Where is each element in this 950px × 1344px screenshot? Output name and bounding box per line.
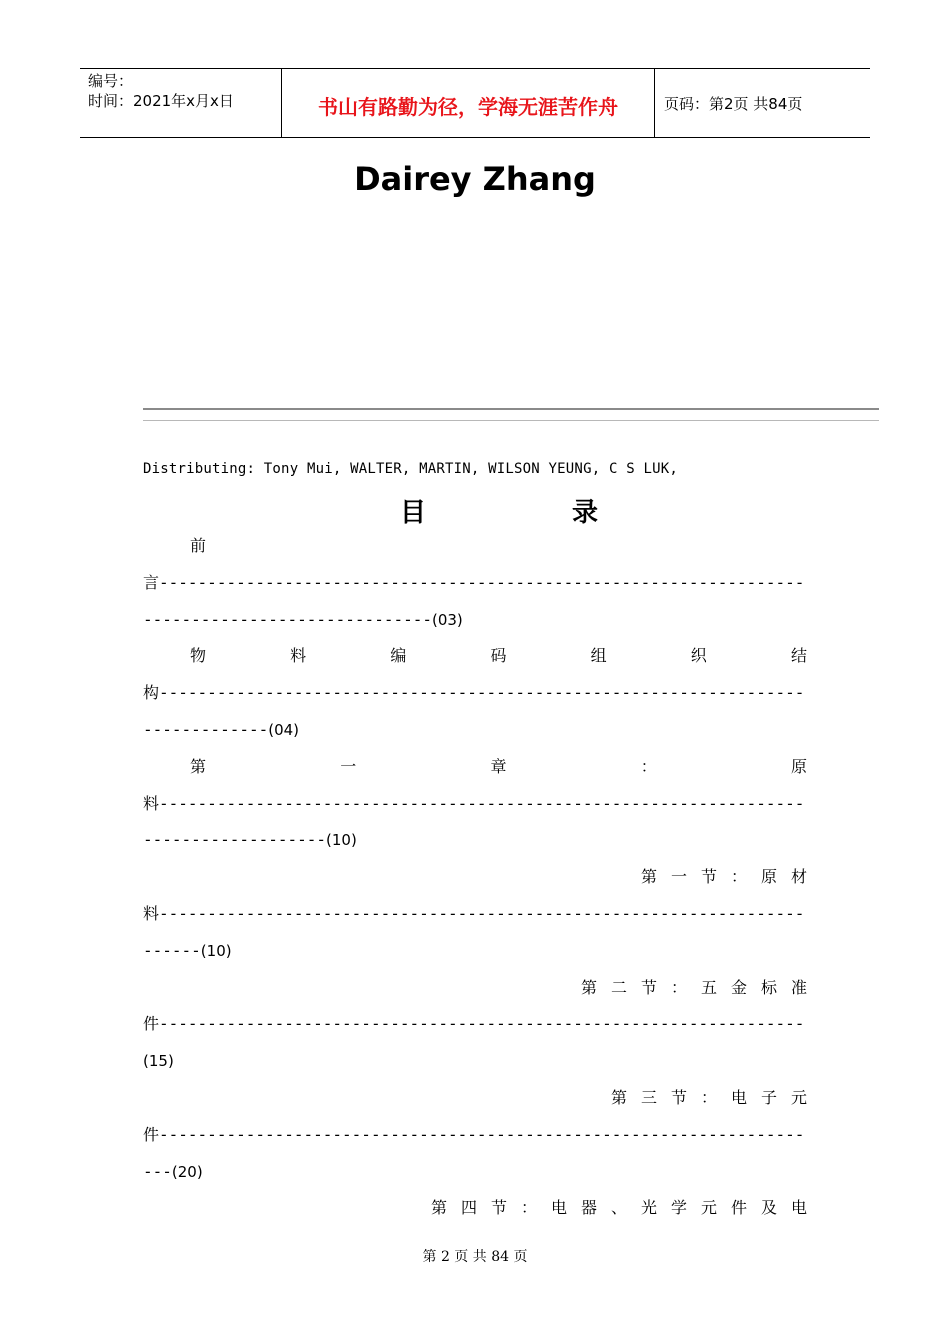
toc-entry-char: 织 <box>690 646 707 666</box>
toc-entry-char: ： <box>640 756 657 776</box>
toc-entry-heading: 第三节：电子元 <box>610 1087 821 1107</box>
toc-entry-char: 码 <box>490 646 507 666</box>
header-meta <box>88 71 234 111</box>
dot-leader: ------------------- <box>143 830 327 850</box>
toc-entry-page <box>143 712 807 749</box>
dot-leader <box>159 1117 807 1154</box>
toc-entry-heading: 第二节：五金标准 <box>580 977 821 997</box>
toc-entry-char: 章 <box>490 756 507 776</box>
toc-entry-tail-char: 言 <box>143 572 160 592</box>
page-footer: 第 2 页 共 84 页 <box>422 1249 528 1265</box>
toc-entry-tail-char: 件 <box>143 1014 160 1034</box>
toc-entry-page <box>143 822 807 859</box>
dot-leader: --- <box>143 1161 172 1181</box>
toc-entry-tail-char: 料 <box>143 793 160 813</box>
dot-leader: ------------------------------ <box>143 609 432 629</box>
toc-title-left: 目 <box>400 498 427 528</box>
distributing-line: Distributing: Tony Mui, WALTER, MARTIN, WILSON YEUNG, C S LUK, <box>143 461 678 477</box>
toc-entry-char: 前 <box>190 536 207 555</box>
header-table <box>80 68 870 138</box>
toc-entry-char: 原 <box>790 756 807 776</box>
toc-entry-heading <box>143 528 807 565</box>
toc-entry-page <box>143 1043 807 1080</box>
toc-list <box>143 528 821 1227</box>
dot-leader <box>159 675 807 712</box>
dot-leader: ------------- <box>143 719 269 739</box>
toc-entry-leader <box>143 675 807 712</box>
toc-entry-leader <box>143 786 807 823</box>
toc-page-number: (20) <box>171 1162 203 1181</box>
toc-page-number: (03) <box>431 610 463 629</box>
toc-page-number: (04) <box>268 720 300 739</box>
toc-entry-page <box>143 602 807 639</box>
header-motto: 书山有路勤为径，学海无涯苦作舟 <box>318 95 618 119</box>
toc-entry-heading <box>143 749 807 786</box>
toc-entry-leader <box>143 1117 807 1154</box>
toc-entry-page <box>143 1154 807 1191</box>
toc-entry-char: 编 <box>390 646 407 666</box>
document-title: Dairey Zhang <box>354 160 596 198</box>
divider <box>143 408 879 410</box>
toc-entry-tail-char: 构 <box>143 683 160 703</box>
toc-entry-char: 一 <box>340 756 357 776</box>
toc-page-number: (10) <box>326 831 357 850</box>
toc-entry-leader <box>143 565 807 602</box>
toc-entry-tail-char: 料 <box>143 903 160 923</box>
time-label: 时间：2021年x月x日 <box>88 92 234 110</box>
toc-entry-char: 第 <box>190 756 207 776</box>
toc-page-number: (15) <box>143 1052 174 1071</box>
divider <box>143 420 879 421</box>
toc-entry-heading <box>143 638 807 675</box>
toc-entry-heading: 第一节：原材 <box>640 867 821 887</box>
toc-entry-leader <box>143 1006 807 1043</box>
dot-leader <box>159 1006 807 1043</box>
dot-leader <box>159 565 807 602</box>
toc-entry-leader <box>143 896 807 933</box>
toc-entry-tail-char: 件 <box>143 1124 160 1144</box>
toc-entry-char: 料 <box>290 646 307 666</box>
serial-label: 编号： <box>88 72 134 90</box>
toc-entry-char: 物 <box>190 646 207 666</box>
toc-page-number: (10) <box>200 941 232 960</box>
toc-entry-page <box>143 933 807 970</box>
toc-entry-char: 组 <box>590 646 607 666</box>
dot-leader <box>159 786 807 823</box>
header-page-info: 页码：第2页 共84页 <box>664 95 803 113</box>
toc-entry-heading: 第四节：电器、光学元件及电 <box>430 1198 821 1218</box>
dot-leader: ------ <box>143 940 201 960</box>
toc-entry-char: 结 <box>790 646 807 666</box>
toc-title-right: 录 <box>572 498 599 528</box>
divider <box>654 69 655 137</box>
dot-leader <box>159 896 807 933</box>
